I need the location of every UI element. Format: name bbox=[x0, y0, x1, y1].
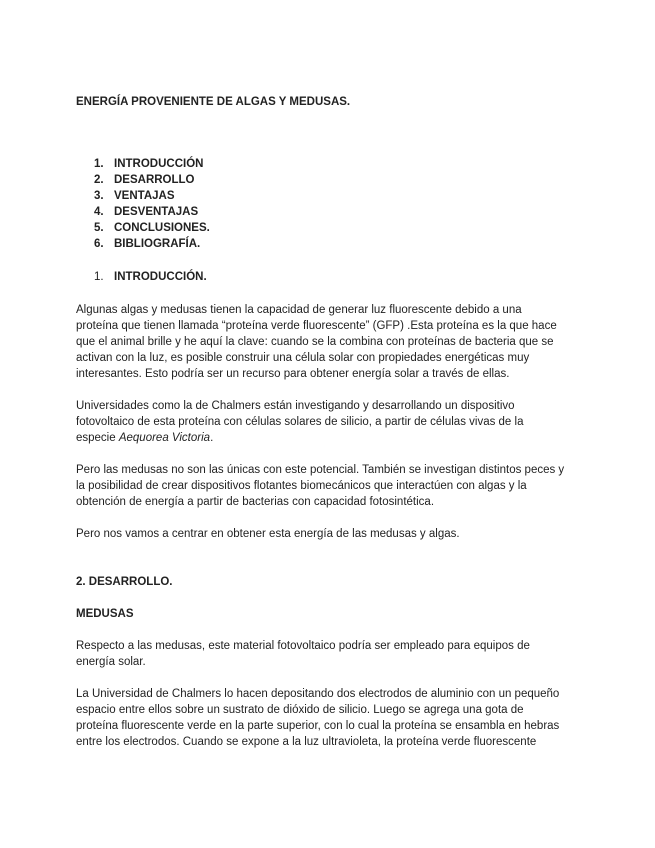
introduction-heading: 1. INTRODUCCIÓN. bbox=[94, 271, 207, 283]
toc-item: 6. BIBLIOGRAFÍA. bbox=[94, 238, 201, 250]
toc-item: 2. DESARROLLO bbox=[94, 174, 195, 186]
paragraph-intro-3: Pero las medusas no son las únicas con este potencial. También se investigan distintos peces y la posibilidad de crear dispositivos flotantes biomecánicos que interactúen con algas y la obtención de energía a partir de bacterias con capacidad fotosintética. bbox=[76, 464, 565, 508]
toc-item: 5. CONCLUSIONES. bbox=[94, 222, 210, 234]
paragraph-intro-1: Algunas algas y medusas tienen la capacidad de generar luz fluorescente debido a una proteína que tienen llamada “proteína verde fluorescente” (GFP) .Esta proteína es la que hace que el animal brille y he aquí la clave: cuando se la combina con proteínas de bacteria que se activan con la luz, es posible construir una célula solar con propiedades energéticas muy interesantes. Esto podría ser un recurso para obtener energía solar a través de ellas. bbox=[76, 304, 557, 380]
species-name: Aequorea Victoria bbox=[118, 432, 211, 444]
document-title: ENERGÍA PROVENIENTE DE ALGAS Y MEDUSAS. bbox=[76, 96, 351, 108]
development-heading: 2. DESARROLLO. bbox=[76, 576, 173, 588]
table-of-contents bbox=[94, 156, 210, 252]
toc-item: 1. INTRODUCCIÓN bbox=[94, 158, 204, 170]
paragraph-dev-2: La Universidad de Chalmers lo hacen depositando dos electrodos de aluminio con un pequeño espacio entre ellos sobre un sustrato de dióxido de silicio. Luego se agrega una gota de proteína fluorescente verde en la parte superior, con lo cual la proteína se ensambla en hebras entre los electrodos. Cuando se expone a la luz ultravioleta, la proteína verde fluorescente bbox=[76, 688, 560, 748]
toc-item: 3. VENTAJAS bbox=[94, 190, 175, 202]
toc-item: 4. DESVENTAJAS bbox=[94, 206, 199, 218]
paragraph-intro-2: Universidades como la de Chalmers están investigando y desarrollando un dispositivo fotovoltaico de esta proteína con células solares de silicio, a partir de células vivas de la especie Aequorea Victoria. bbox=[76, 400, 524, 444]
medusas-subheading: MEDUSAS bbox=[76, 608, 134, 620]
paragraph-intro-4: Pero nos vamos a centrar en obtener esta energía de las medusas y algas. bbox=[76, 528, 460, 540]
paragraph-dev-1: Respecto a las medusas, este material fotovoltaico podría ser empleado para equipos de energía solar. bbox=[76, 640, 530, 668]
